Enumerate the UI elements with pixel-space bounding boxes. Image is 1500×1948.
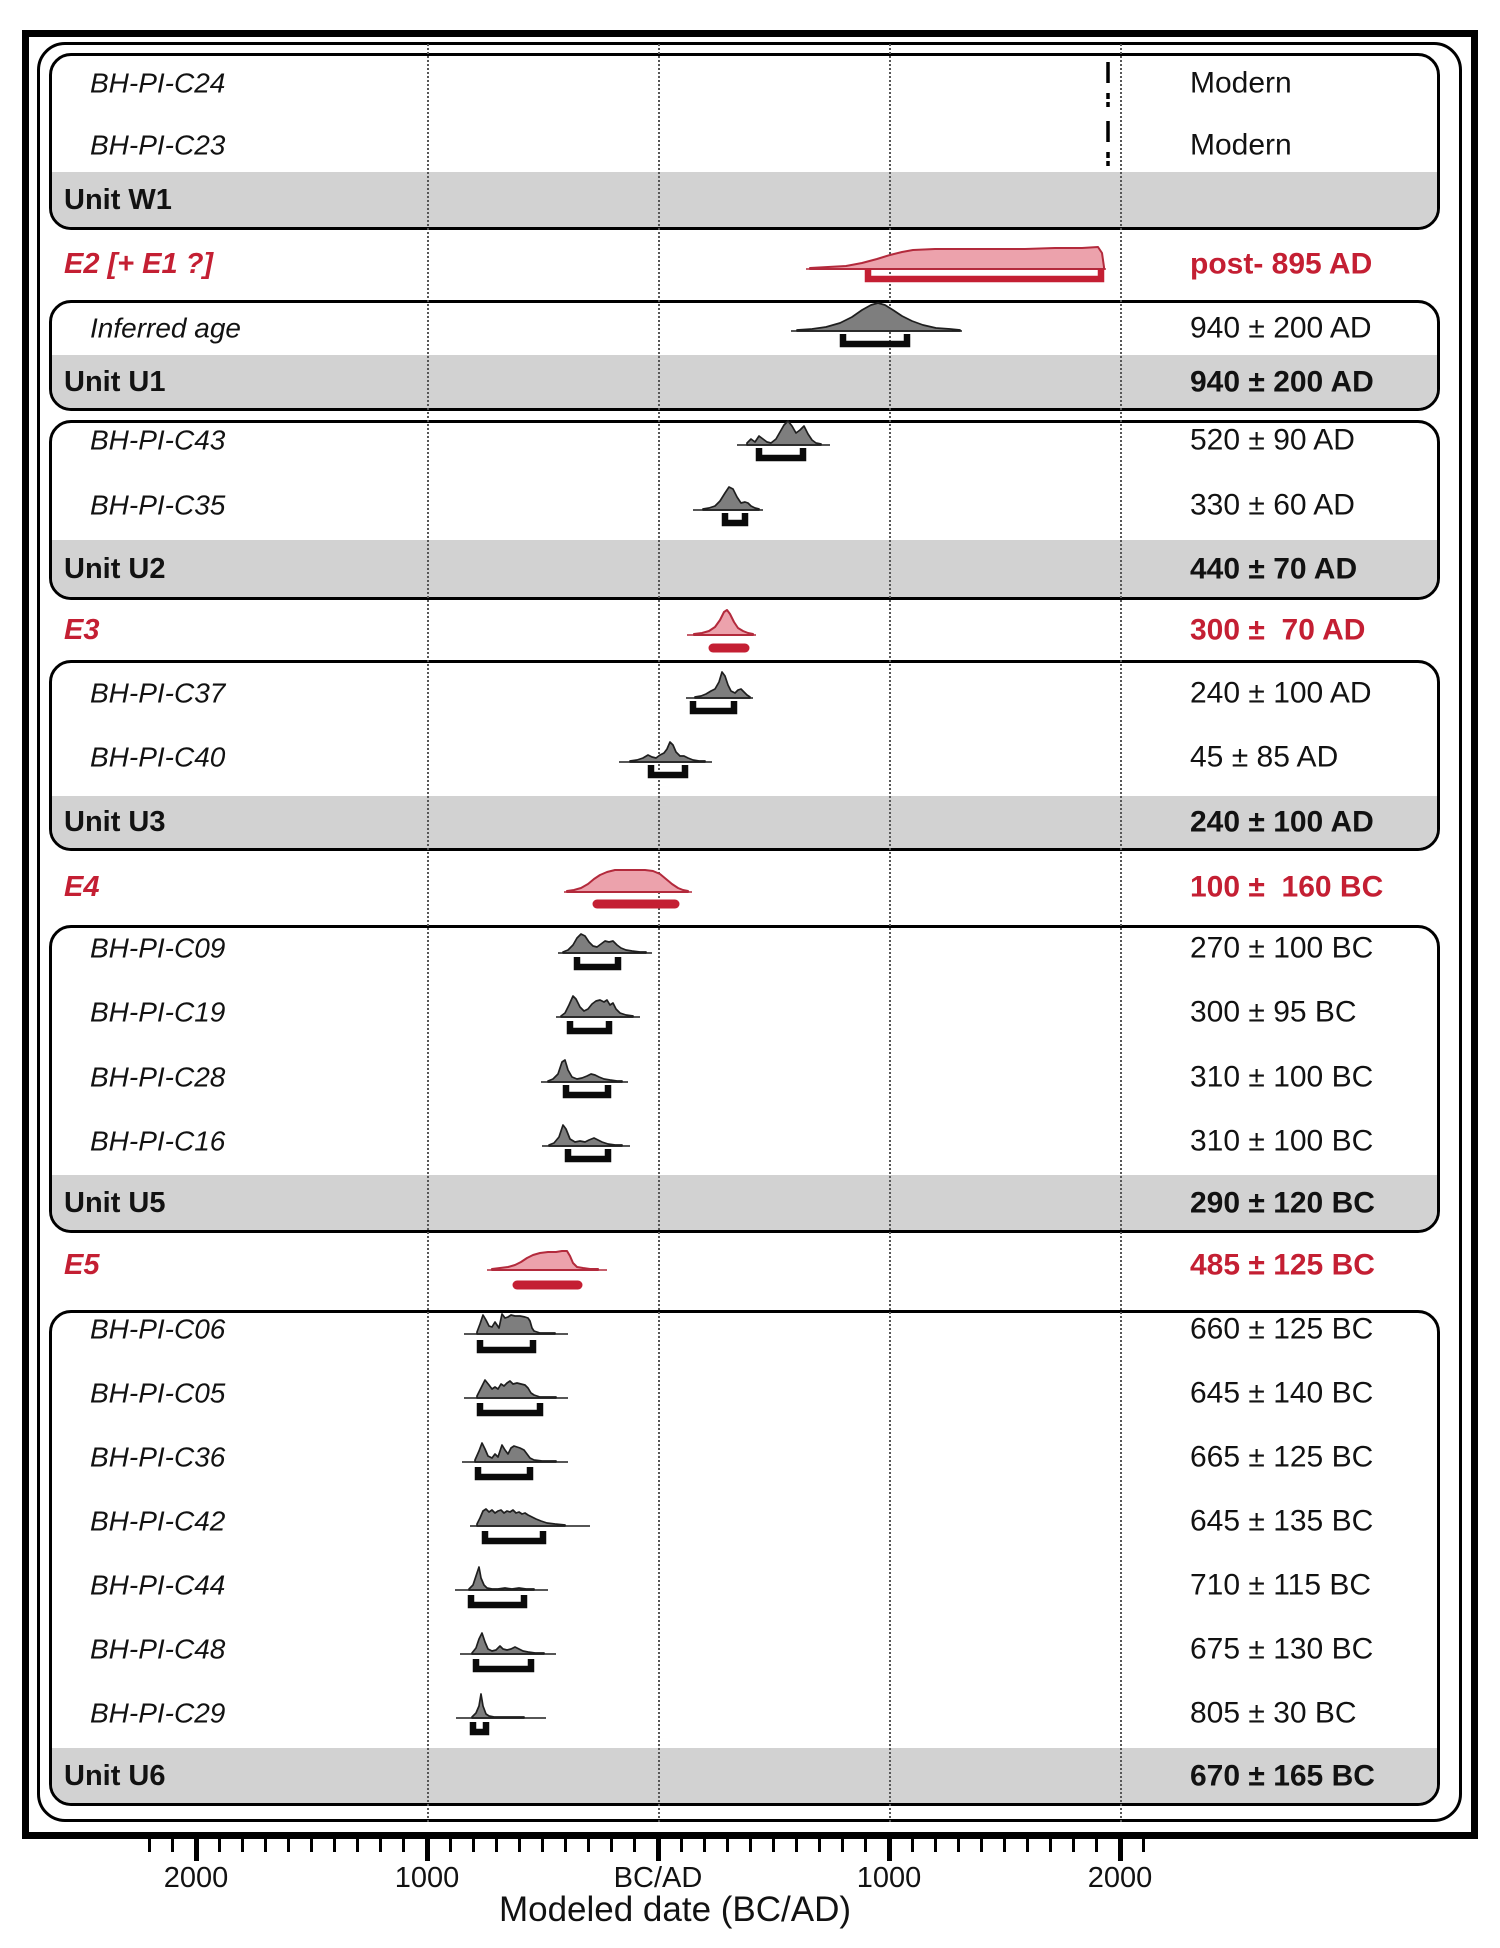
sample-value: 645 ± 135 BC — [1190, 1504, 1374, 1538]
minor-tick — [726, 1839, 729, 1852]
event-label: E5 — [64, 1248, 100, 1281]
unit-label: Unit U2 — [64, 552, 166, 585]
sample-label: BH-PI-C16 — [90, 1125, 226, 1157]
minor-tick — [633, 1839, 636, 1852]
minor-tick — [818, 1839, 821, 1852]
minor-tick — [171, 1839, 174, 1852]
minor-tick — [864, 1839, 867, 1852]
minor-tick — [1095, 1839, 1098, 1852]
sample-value: 710 ± 115 BC — [1190, 1568, 1372, 1602]
gridline-2000 — [1120, 44, 1122, 1822]
sample-label: BH-PI-C43 — [90, 424, 226, 456]
minor-tick — [680, 1839, 683, 1852]
event-value: post- 895 AD — [1190, 247, 1373, 281]
minor-tick — [1003, 1839, 1006, 1852]
unit-value: 240 ± 100 AD — [1190, 805, 1374, 839]
event-value: 100 ± 160 BC — [1190, 870, 1384, 904]
sample-value: 645 ± 140 BC — [1190, 1376, 1374, 1410]
gridline--1000 — [427, 44, 429, 1822]
axis-line — [22, 1832, 1478, 1839]
gridline-0 — [658, 44, 660, 1822]
sample-label: BH-PI-C42 — [90, 1505, 226, 1537]
sample-value: 520 ± 90 AD — [1190, 423, 1355, 457]
minor-tick — [541, 1839, 544, 1852]
minor-tick — [310, 1839, 313, 1852]
minor-tick — [587, 1839, 590, 1852]
sample-label: BH-PI-C19 — [90, 996, 226, 1028]
sample-value: 310 ± 100 BC — [1190, 1060, 1374, 1094]
minor-tick — [241, 1839, 244, 1852]
sample-label: BH-PI-C06 — [90, 1313, 226, 1345]
major-tick-1000 — [887, 1839, 892, 1861]
minor-tick — [772, 1839, 775, 1852]
sample-value: 330 ± 60 AD — [1190, 488, 1355, 522]
minor-tick — [472, 1839, 475, 1852]
unit-label: Unit U3 — [64, 805, 166, 838]
sample-label: BH-PI-C36 — [90, 1441, 226, 1473]
minor-tick — [356, 1839, 359, 1852]
tick-label-2000: 2000 — [1087, 1862, 1153, 1894]
minor-tick — [564, 1839, 567, 1852]
minor-tick — [610, 1839, 613, 1852]
minor-tick — [1142, 1839, 1145, 1852]
sample-value: 310 ± 100 BC — [1190, 1124, 1374, 1158]
event-label: E4 — [64, 870, 100, 903]
unit-label: Unit U6 — [64, 1759, 166, 1792]
event-label: E2 [+ E1 ?] — [64, 247, 214, 280]
gridline-1000 — [889, 44, 891, 1822]
minor-tick — [264, 1839, 267, 1852]
minor-tick — [1026, 1839, 1029, 1852]
sample-value: Modern — [1190, 66, 1292, 100]
sample-value: 660 ± 125 BC — [1190, 1312, 1374, 1346]
sample-value: 300 ± 95 BC — [1190, 995, 1357, 1029]
minor-tick — [218, 1839, 221, 1852]
sample-label: Inferred age — [90, 312, 241, 344]
unit-value: 440 ± 70 AD — [1190, 552, 1358, 586]
minor-tick — [841, 1839, 844, 1852]
sample-value: 270 ± 100 BC — [1190, 931, 1374, 965]
minor-tick — [703, 1839, 706, 1852]
sample-label: BH-PI-C44 — [90, 1569, 226, 1601]
sample-label: BH-PI-C23 — [90, 129, 226, 161]
sample-label: BH-PI-C37 — [90, 677, 226, 709]
unit-value: 940 ± 200 AD — [1190, 365, 1374, 399]
event-value: 485 ± 125 BC — [1190, 1248, 1375, 1282]
minor-tick — [749, 1839, 752, 1852]
tick-label-1000: 1000 — [856, 1862, 922, 1894]
minor-tick — [957, 1839, 960, 1852]
sample-label: BH-PI-C35 — [90, 489, 226, 521]
major-tick-2000 — [194, 1839, 199, 1861]
sample-value: 675 ± 130 BC — [1190, 1632, 1374, 1666]
sample-label: BH-PI-C09 — [90, 932, 226, 964]
minor-tick — [518, 1839, 521, 1852]
unit-label: Unit U5 — [64, 1186, 166, 1219]
minor-tick — [402, 1839, 405, 1852]
minor-tick — [1049, 1839, 1052, 1852]
minor-tick — [934, 1839, 937, 1852]
unit-value: 290 ± 120 BC — [1190, 1186, 1375, 1220]
unit-label: Unit W1 — [64, 183, 172, 216]
sample-label: BH-PI-C24 — [90, 67, 226, 99]
sample-value: 240 ± 100 AD — [1190, 676, 1372, 710]
sample-value: 940 ± 200 AD — [1190, 311, 1372, 345]
minor-tick — [795, 1839, 798, 1852]
unit-label: Unit U1 — [64, 365, 166, 398]
minor-tick — [1072, 1839, 1075, 1852]
minor-tick — [148, 1839, 151, 1852]
sample-label: BH-PI-C29 — [90, 1697, 226, 1729]
tick-label-BC/AD: BC/AD — [613, 1862, 703, 1894]
sample-label: BH-PI-C05 — [90, 1377, 226, 1409]
unit-band — [52, 172, 1437, 227]
minor-tick — [449, 1839, 452, 1852]
tick-label-2000: 2000 — [163, 1862, 229, 1894]
sample-label: BH-PI-C28 — [90, 1061, 226, 1093]
minor-tick — [911, 1839, 914, 1852]
tick-label-1000: 1000 — [394, 1862, 460, 1894]
major-tick-2000 — [1118, 1839, 1123, 1861]
sample-value: Modern — [1190, 128, 1292, 162]
minor-tick — [980, 1839, 983, 1852]
event-label: E3 — [64, 613, 100, 646]
axis-title: Modeled date (BC/AD) — [498, 1890, 852, 1929]
minor-tick — [287, 1839, 290, 1852]
sample-value: 45 ± 85 AD — [1190, 740, 1339, 774]
major-tick-BC/AD — [656, 1839, 661, 1861]
minor-tick — [495, 1839, 498, 1852]
sample-label: BH-PI-C48 — [90, 1633, 226, 1665]
unit-value: 670 ± 165 BC — [1190, 1759, 1375, 1793]
sample-value: 805 ± 30 BC — [1190, 1696, 1357, 1730]
minor-tick — [333, 1839, 336, 1852]
event-value: 300 ± 70 AD — [1190, 613, 1366, 647]
major-tick-1000 — [425, 1839, 430, 1861]
minor-tick — [379, 1839, 382, 1852]
sample-label: BH-PI-C40 — [90, 741, 226, 773]
sample-value: 665 ± 125 BC — [1190, 1440, 1374, 1474]
